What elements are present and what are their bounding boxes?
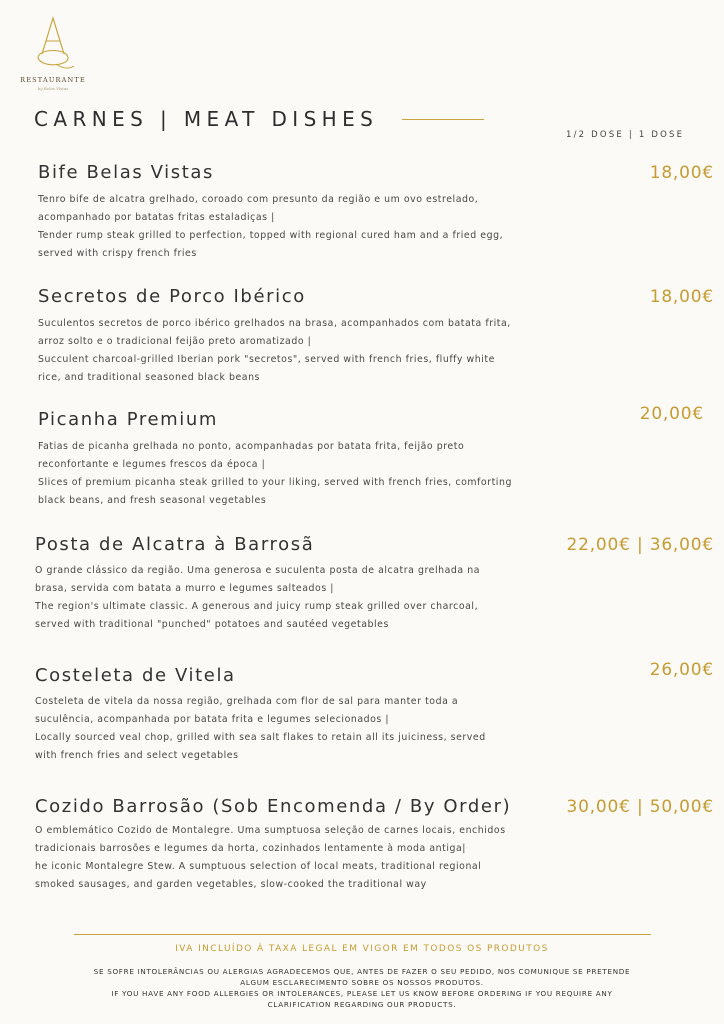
- dish-name: Posta de Alcatra à Barrosã: [35, 534, 315, 555]
- desc-pt-line: Fatias de picanha grelhada no ponto, acompanhadas por batata frita, feijão preto: [38, 441, 465, 452]
- desc-en-line: with french fries and select vegetables: [35, 750, 239, 761]
- dish-description: [38, 191, 556, 263]
- dish-name: Picanha Premium: [38, 409, 219, 430]
- menu-item: [38, 285, 714, 393]
- dish-name: Bife Belas Vistas: [38, 162, 214, 183]
- desc-pt-line: acompanhado por batatas fritas estaladiças |: [38, 212, 275, 223]
- menu-item: [35, 533, 714, 641]
- desc-en-line: rice, and traditional seasoned black beans: [38, 372, 260, 383]
- desc-pt-line: brasa, servida com batata a murro e legumes salteados |: [35, 583, 335, 594]
- dish-price: 18,00€: [649, 163, 714, 183]
- dish-price: 26,00€: [649, 660, 714, 680]
- footer-divider: [74, 934, 651, 935]
- logo-tagline: by Belas Vistas: [37, 86, 69, 91]
- dish-description: [38, 438, 556, 510]
- desc-en-line: Slices of premium picanha steak grilled to your liking, served with french fries, comforting: [38, 477, 512, 488]
- allergy-notice: [60, 966, 664, 1010]
- desc-en-line: Succulent charcoal-grilled Iberian pork "secretos", served with french fries, fluffy white: [38, 354, 495, 365]
- gold-monogram-icon: [20, 14, 86, 74]
- desc-pt-line: suculência, acompanhada por batata frita e legumes selecionados |: [35, 714, 390, 725]
- dish-name: Secretos de Porco Ibérico: [38, 286, 306, 307]
- allergy-notice-line: ALGUM ESCLARECIMENTO SOBRE OS NOSSOS PRODUTOS.: [240, 978, 484, 987]
- title-divider: [402, 119, 484, 120]
- menu-item: [35, 795, 714, 903]
- desc-pt-line: Costeleta de vitela da nossa região, grelhada com flor de sal para manter toda a: [35, 696, 459, 707]
- dish-price: 30,00€ | 50,00€: [566, 797, 714, 817]
- dish-description: [35, 822, 553, 894]
- dish-price: 18,00€: [649, 287, 714, 307]
- restaurant-logo: [20, 14, 86, 94]
- desc-pt-line: tradicionais barrosões e legumes da horta, cozinhados lentamente à moda antiga|: [35, 843, 467, 854]
- desc-pt-line: Suculentos secretos de porco ibérico grelhados na brasa, acompanhados com batata frita,: [38, 318, 511, 329]
- dish-price: 22,00€ | 36,00€: [566, 535, 714, 555]
- dish-name: Cozido Barrosão (Sob Encomenda / By Order): [35, 796, 512, 817]
- menu-item: [35, 660, 714, 772]
- dose-header: 1/2 DOSE | 1 DOSE: [566, 130, 685, 140]
- desc-en-line: black beans, and fresh seasonal vegetables: [38, 495, 267, 506]
- desc-en-line: served with traditional "punched" potatoes and sautéed vegetables: [35, 619, 389, 630]
- desc-en-line: he iconic Montalegre Stew. A sumptuous selection of local meats, traditional regional: [35, 861, 482, 872]
- section-title: CARNES | MEAT DISHES: [34, 107, 379, 131]
- allergy-notice-line: SE SOFRE INTOLERÂNCIAS OU ALERGIAS AGRADECEMOS QUE, ANTES DE FAZER O SEU PEDIDO, NOS COMUNIQUE SE PRETENDE: [93, 967, 631, 976]
- allergy-notice-line: IF YOU HAVE ANY FOOD ALLERGIES OR INTOLERANCES, PLEASE LET US KNOW BEFORE ORDERING IF YOU REQUIRE ANY: [111, 989, 613, 998]
- desc-en-line: smoked sausages, and garden vegetables, slow-cooked the traditional way: [35, 879, 427, 890]
- dish-price: 20,00€: [639, 404, 704, 424]
- logo-brand-text: RESTAURANTE: [20, 76, 86, 84]
- dish-description: [35, 562, 553, 634]
- desc-pt-line: O grande clássico da região. Uma generosa e suculenta posta de alcatra grelhada na: [35, 565, 481, 576]
- desc-en-line: The region's ultimate classic. A generous and juicy rump steak grilled over charcoal,: [35, 601, 479, 612]
- desc-pt-line: reconfortante e legumes frescos da época |: [38, 459, 266, 470]
- desc-en-line: Tender rump steak grilled to perfection, topped with regional cured ham and a fried egg,: [38, 230, 504, 241]
- dish-description: [35, 693, 553, 765]
- vat-notice: IVA INCLUÍDO À TAXA LEGAL EM VIGOR EM TODOS OS PRODUTOS: [175, 944, 549, 954]
- menu-item: [38, 161, 714, 269]
- dish-name: Costeleta de Vitela: [35, 665, 236, 686]
- dish-description: [38, 315, 556, 387]
- desc-pt-line: Tenro bife de alcatra grelhado, coroado com presunto da região e um ovo estrelado,: [38, 194, 479, 205]
- desc-pt-line: O emblemático Cozido de Montalegre. Uma sumptuosa seleção de carnes locais, enchidos: [35, 825, 506, 836]
- desc-pt-line: arroz solto e o tradicional feijão preto aromatizado |: [38, 336, 312, 347]
- allergy-notice-line: CLARIFICATION REGARDING OUR PRODUCTS.: [267, 1000, 457, 1009]
- menu-item: [38, 404, 714, 516]
- desc-en-line: Locally sourced veal chop, grilled with sea salt flakes to retain all its juiciness, served: [35, 732, 486, 743]
- desc-en-line: served with crispy french fries: [38, 248, 197, 259]
